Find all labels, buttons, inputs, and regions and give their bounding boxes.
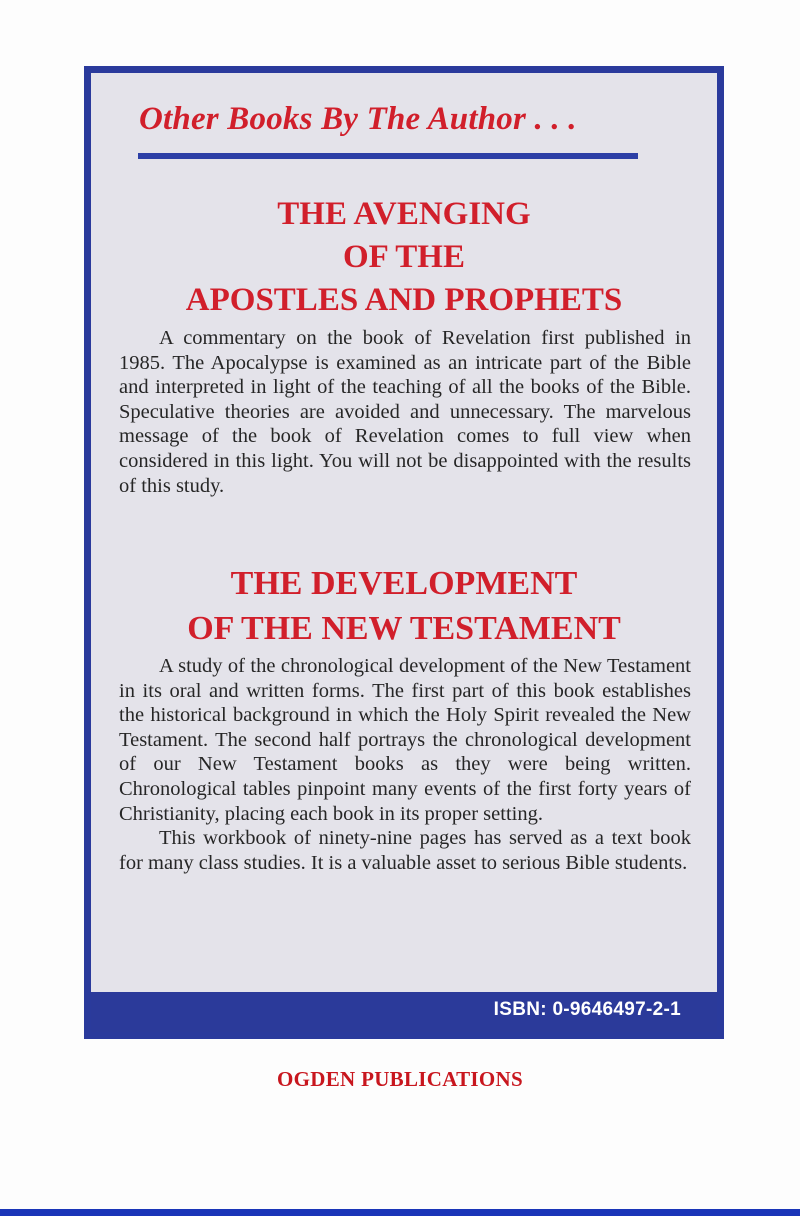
panel-header: Other Books By The Author . . . <box>139 101 577 137</box>
book-title-line: OF THE <box>343 239 465 275</box>
book-description-development <box>119 654 691 875</box>
book-title-line: APOSTLES AND PROPHETS <box>185 282 623 318</box>
book-title-line: OF THE NEW TESTAMENT <box>187 610 621 647</box>
isbn-label: ISBN: 0-9646497-2-1 <box>493 999 681 1020</box>
book-title-avenging <box>91 193 717 322</box>
book-title-line: THE DEVELOPMENT <box>230 565 578 602</box>
book-title-line: THE AVENGING <box>277 196 531 232</box>
description-paragraph: This workbook of ninety-nine pages has served as a text book for many class studies. It is a valuable asset to serious Bible students. <box>119 827 691 874</box>
header-divider <box>138 153 638 159</box>
description-paragraph: A study of the chronological development of the New Testament in its oral and written forms. The first part of this book establishes the historical background in which the Holy Spirit revealed the New Testament. The second half portrays the chronological development of our New Testament books as they were being written. Chronological tables pinpoint many events of the first forty years of Christianity, placing each book in its proper setting. <box>119 655 691 825</box>
back-cover-panel <box>84 66 724 1039</box>
publisher-name: OGDEN PUBLICATIONS <box>277 1067 523 1091</box>
book-description-avenging <box>119 326 691 498</box>
book-title-development <box>91 561 717 651</box>
description-paragraph: A commentary on the book of Revelation first published in 1985. The Apocalypse is examined as an intricate part of the Bible and interpreted in light of the teaching of all the books of the Bible. Speculative theories are avoided and unnecessary. The marvelous message of the book of Revelation comes to full view when considered in this light. You will not be disappointed with the results of this study. <box>119 327 691 497</box>
isbn-bar <box>91 992 717 1032</box>
bottom-edge-rule <box>0 1209 800 1216</box>
